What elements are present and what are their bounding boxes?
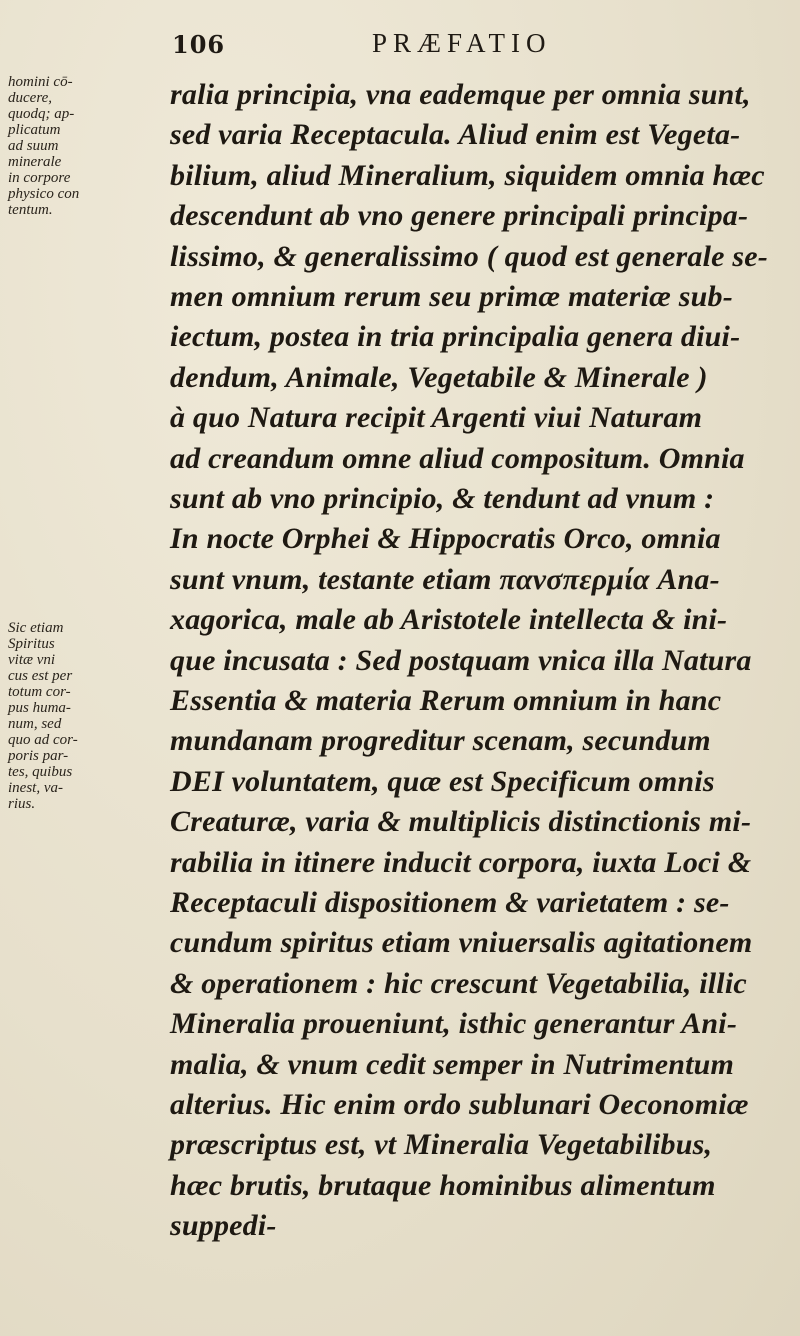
text-line: sunt ab vno principio, & tendunt ad vnum : xyxy=(170,482,715,515)
text-line: xagorica, male ab Aristotele intellecta & ini- xyxy=(170,603,728,637)
page-number: 106 xyxy=(172,30,226,59)
margin-note-line: tes, quibus xyxy=(8,764,73,780)
margin-note-line: homini cō- xyxy=(8,74,73,90)
text-line: mundanam progreditur scenam, secundum xyxy=(170,724,711,758)
text-line: à quo Natura recipit Argenti viui Naturam xyxy=(170,401,703,435)
margin-note-line: rius. xyxy=(8,796,36,812)
margin-note-line: poris par- xyxy=(8,748,69,764)
margin-note-line: inest, va- xyxy=(8,780,63,796)
text-line: suppedi- xyxy=(170,1209,277,1243)
margin-note-line: Sic etiam xyxy=(8,620,64,636)
margin-note xyxy=(8,620,78,812)
text-line: præscriptus est, vt Mineralia Vegetabilibus, xyxy=(170,1128,713,1162)
margin-note-line: cus est per xyxy=(8,668,73,684)
margin-note-line: totum cor- xyxy=(8,684,71,700)
text-line: ralia principia, vna eademque per omnia sunt, xyxy=(170,78,751,111)
margin-note-line: plicatum xyxy=(8,122,61,138)
margin-note-line: minerale xyxy=(8,154,62,170)
margin-note-line: pus huma- xyxy=(8,700,71,716)
running-head: PRÆFATIO xyxy=(372,28,552,58)
text-line: descendunt ab vno genere principali principa- xyxy=(170,199,749,233)
margin-note-line: num, sed xyxy=(8,716,62,732)
text-line: men omnium rerum seu primæ materiæ sub- xyxy=(170,280,733,313)
margin-note-line: ducere, xyxy=(8,90,53,106)
text-line: alterius. Hic enim ordo sublunari Oeconomiæ xyxy=(170,1088,749,1121)
text-line: malia, & vnum cedit semper in Nutrimentum xyxy=(170,1047,735,1081)
text-line: que incusata : Sed postquam vnica illa Natura xyxy=(170,643,752,677)
text-line: bilium, aliud Mineralium, siquidem omnia hæc xyxy=(170,158,765,192)
text-line: Essentia & materia Rerum omnium in hanc xyxy=(170,684,722,717)
margin-note-line: quo ad cor- xyxy=(8,732,78,748)
text-line: hæc brutis, brutaque hominibus alimentum xyxy=(170,1168,716,1202)
margin-note-line: physico con xyxy=(8,186,80,202)
margin-note xyxy=(8,74,79,218)
margin-note-line: tentum. xyxy=(8,202,53,218)
page-header xyxy=(0,28,800,68)
text-line: sed varia Receptacula. Aliud enim est Vegeta- xyxy=(170,118,741,152)
text-line: sunt vnum, testante etiam πανσπερμία Ana- xyxy=(170,562,720,596)
margin-note-line: quodq; ap- xyxy=(8,106,75,122)
text-line: Creaturæ, varia & multiplicis distinctionis mi- xyxy=(170,805,752,839)
text-line: & operationem : hic crescunt Vegetabilia, illic xyxy=(170,966,747,1000)
text-line: ad creandum omne aliud compositum. Omnia xyxy=(170,441,745,475)
text-line: In nocte Orphei & Hippocratis Orco, omnia xyxy=(170,522,721,556)
margin-note-line: in corpore xyxy=(8,170,71,186)
text-line: cundum spiritus etiam vniuersalis agitationem xyxy=(170,926,753,960)
text-line: dendum, Animale, Vegetabile & Minerale ) xyxy=(170,360,708,394)
margin-note-line: Spiritus xyxy=(8,636,55,652)
text-line: rabilia in itinere inducit corpora, iuxta Loci & xyxy=(170,845,752,879)
text-line: Mineralia proueniunt, isthic generantur Ani- xyxy=(170,1007,738,1041)
text-line: lissimo, & generalissimo ( quod est generale se- xyxy=(170,239,768,273)
margin-note-line: ad suum xyxy=(8,138,59,154)
margin-note-line: vitæ vni xyxy=(8,652,56,668)
text-line: iectum, postea in tria principalia genera diui- xyxy=(170,320,741,354)
text-line: Receptaculi dispositionem & varietatem : se- xyxy=(170,886,730,919)
text-line: DEI voluntatem, quæ est Specificum omnis xyxy=(170,764,715,798)
